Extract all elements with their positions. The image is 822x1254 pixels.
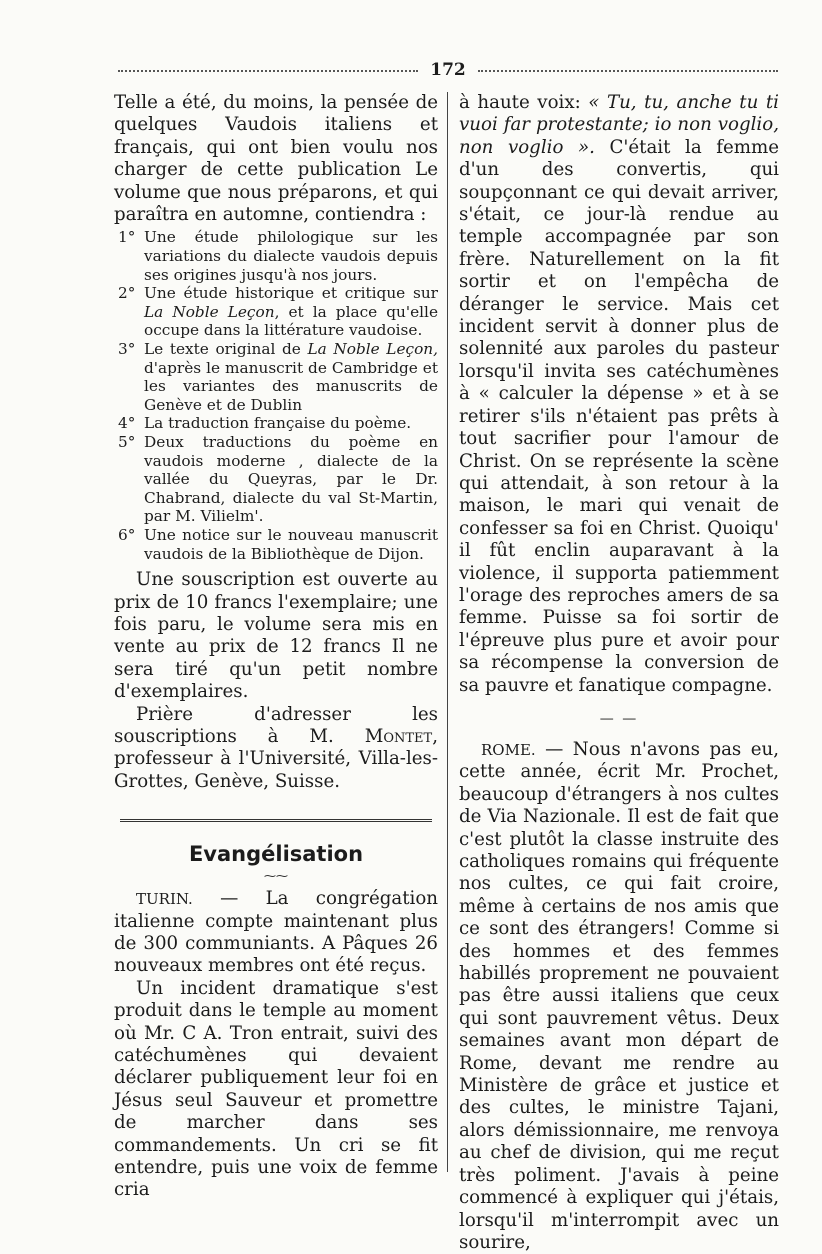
title-ornament: ⁓⁓ <box>264 869 288 884</box>
right-column <box>459 92 779 1254</box>
page-header <box>118 60 778 80</box>
section-title: Evangélisation <box>188 842 364 867</box>
left-column <box>114 92 438 1202</box>
list-item: 5° Deux traductions du poème en vaudois moderne , dialecte de la vallée du Queyras, par le Dr. Chabrand, dialecte du val St-Martin, par M. Vilielm'. <box>118 432 438 526</box>
list-item: 1° Une étude philologique sur les variations du dialecte vaudois depuis ses origines jusqu'à nos jours. <box>118 228 438 284</box>
rome-paragraph: ROME. — Nous n'avons pas eu, cette année, écrit Mr. Prochet, beaucoup d'étrangers à nos cultes de Via Nazionale. Il est de fait que c'est plutôt la classe instruite des catholiques romains qui fréquente nos cultes, ce qui fait croire, même à certains de nos amis que ce sont des étrangers! Comme si des hommes et des femmes habillés proprement ne pouvaient pas être aussi italiens que ceux qui sont pauvrement vêtus. Deux semaines avant mon départ de Rome, devant me rendre au Ministère de grâce et justice et des cultes, le ministre Tajani, alors démissionnaire, me renvoya au chef de division, qui me reçut très poliment. J'avais à peine commencé à expliquer qui j'étais, lorsqu'il m'interrompit avec un sourire, <box>459 738 779 1253</box>
continuation-paragraph: à haute voix: « Tu, tu, anche tu ti vuoi far protestante; io non voglio, non voglio ». C'était la femme d'un des convertis, qui soupçonnant ce qui devait arriver, s'était, ce jour-là rendue au temple accompagnée par son frère. Naturellement on la fit sortir et on l'empêcha de déranger le service. Mais cet incident servit à donner plus de solennité aux paroles du pasteur lorsqu'il invita ses catéchumènes à « calculer la dépense » et à se retirer s'ils n'étaient pas prêts à tout sacrifier pour l'amour de Christ. On se représente la scène qui attendait, à son retour à la maison, le mari qui venait de confesser sa foi en Christ. Quoiqu' il fût enclin auparavant à la violence, il supporta patiemment l'orage des reproches amers de sa femme. Puisse sa foi sortir de l'épreuve plus pure et avoir pour sa récompense la conversion de sa pauvre et fanatique compagne. <box>459 92 779 696</box>
turin-paragraph: TURIN. — La congrégation italienne compte maintenant plus de 300 communiants. A Pâques 26 nouveaux membres ont été reçus. <box>114 888 438 977</box>
intro-paragraph: Telle a été, du moins, la pensée de quelques Vaudois italiens et français, qui ont bien voulu nos charger de cette publication Le volume que nous préparons, et qui paraîtra en automne, contiendra : <box>114 92 438 226</box>
header-rule-right <box>478 70 778 72</box>
column-divider <box>447 92 448 1172</box>
address-paragraph: Prière d'adresser les souscriptions à M. Montet, professeur à l'Université, Villa-les-Grottes, Genève, Suisse. <box>114 703 438 792</box>
section-rule <box>120 819 432 822</box>
incident-paragraph: Un incident dramatique s'est produit dans le temple au moment où Mr. C A. Tron entrait, suivi des catéchumènes qui devaient déclarer publiquement leur foi en Jésus seul Sauveur et promettre de marcher dans ses commandements. Un cri se fit entendre, puis une voix de femme cria <box>114 977 438 1201</box>
header-rule-left <box>118 70 418 72</box>
list-item: 3° Le texte original de La Noble Leçon, d'après le manuscrit de Cambridge et les variantes des manuscrits de Genève et de Dublin <box>118 340 438 414</box>
list-item: 6° Une notice sur le nouveau manuscrit vaudois de la Bibliothèque de Dijon. <box>118 525 438 563</box>
list-item: 2° Une étude historique et critique sur La Noble Leçon, et la place qu'elle occupe dans la littérature vaudoise. <box>118 284 438 340</box>
paragraph-separator: — — <box>599 710 639 727</box>
page-number: 172 <box>430 60 466 80</box>
list-item: 4° La traduction française du poème. <box>118 414 412 433</box>
subscription-paragraph: Une souscription est ouverte au prix de 10 francs l'exemplaire; une fois paru, le volume sera mis en vente au prix de 12 francs Il ne sera tiré qu'un petit nombre d'exemplaires. <box>114 569 438 703</box>
contents-list <box>114 228 438 563</box>
